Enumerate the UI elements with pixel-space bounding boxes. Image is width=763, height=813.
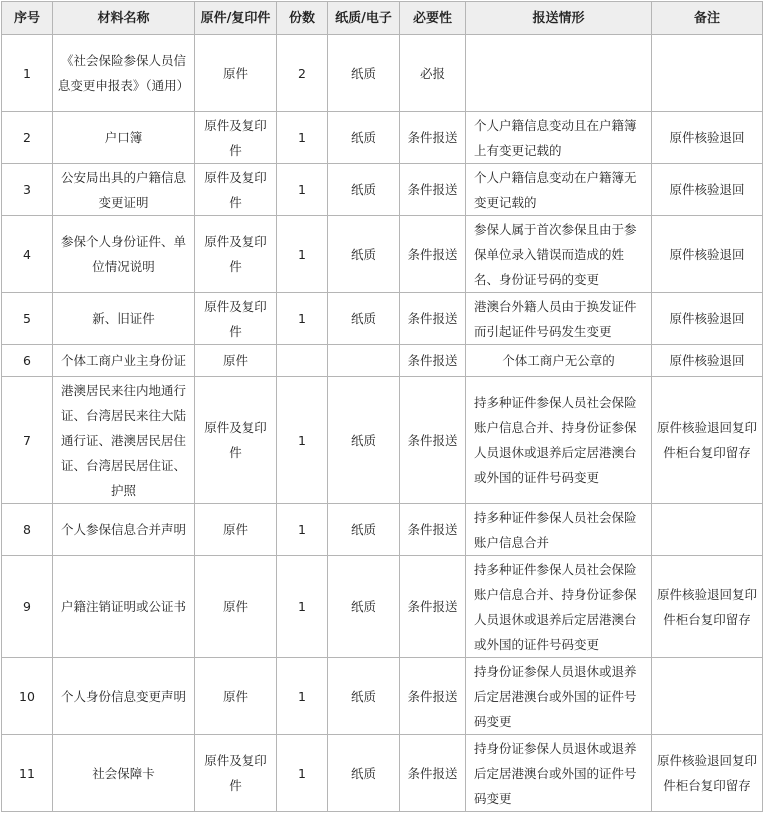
cell-name: 社会保障卡 bbox=[53, 735, 195, 812]
cell-necessity: 条件报送 bbox=[400, 556, 466, 658]
cell-situation bbox=[466, 35, 652, 112]
header-name: 材料名称 bbox=[53, 2, 195, 35]
cell-name: 新、旧证件 bbox=[53, 293, 195, 345]
table-body bbox=[2, 35, 763, 812]
header-necessity: 必要性 bbox=[400, 2, 466, 35]
cell-name: 个人身份信息变更声明 bbox=[53, 658, 195, 735]
table-header bbox=[2, 2, 763, 35]
cell-medium: 纸质 bbox=[328, 377, 400, 504]
table-row bbox=[2, 216, 763, 293]
cell-copy: 原件及复印件 bbox=[195, 164, 277, 216]
cell-medium: 纸质 bbox=[328, 293, 400, 345]
cell-situation: 持多种证件参保人员社会保险账户信息合并、持身份证参保人员退休或退养后定居港澳台或外国的证件号码变更 bbox=[466, 377, 652, 504]
cell-copy: 原件 bbox=[195, 556, 277, 658]
cell-no: 8 bbox=[2, 504, 53, 556]
cell-remark: 原件核验退回 bbox=[652, 216, 763, 293]
cell-necessity: 条件报送 bbox=[400, 164, 466, 216]
header-remark: 备注 bbox=[652, 2, 763, 35]
cell-copy: 原件及复印件 bbox=[195, 293, 277, 345]
cell-copy: 原件及复印件 bbox=[195, 216, 277, 293]
cell-situation: 持多种证件参保人员社会保险账户信息合并 bbox=[466, 504, 652, 556]
table-row bbox=[2, 345, 763, 377]
cell-count: 1 bbox=[277, 377, 328, 504]
cell-situation: 港澳台外籍人员由于换发证件而引起证件号码发生变更 bbox=[466, 293, 652, 345]
header-row bbox=[2, 2, 763, 35]
cell-necessity: 条件报送 bbox=[400, 112, 466, 164]
cell-no: 4 bbox=[2, 216, 53, 293]
cell-remark: 原件核验退回 bbox=[652, 112, 763, 164]
cell-name: 户口簿 bbox=[53, 112, 195, 164]
cell-no: 3 bbox=[2, 164, 53, 216]
cell-necessity: 条件报送 bbox=[400, 216, 466, 293]
cell-no: 11 bbox=[2, 735, 53, 812]
cell-necessity: 条件报送 bbox=[400, 658, 466, 735]
cell-remark: 原件核验退回 bbox=[652, 345, 763, 377]
cell-medium: 纸质 bbox=[328, 112, 400, 164]
cell-remark: 原件核验退回复印件柜台复印留存 bbox=[652, 377, 763, 504]
cell-count: 1 bbox=[277, 556, 328, 658]
cell-medium: 纸质 bbox=[328, 504, 400, 556]
cell-name: 《社会保险参保人员信息变更申报表》（通用） bbox=[53, 35, 195, 112]
cell-medium: 纸质 bbox=[328, 556, 400, 658]
cell-situation: 参保人属于首次参保且由于参保单位录入错误而造成的姓名、身份证号码的变更 bbox=[466, 216, 652, 293]
cell-name: 户籍注销证明或公证书 bbox=[53, 556, 195, 658]
cell-count: 1 bbox=[277, 112, 328, 164]
cell-situation: 个人户籍信息变动在户籍簿无变更记载的 bbox=[466, 164, 652, 216]
cell-situation: 持身份证参保人员退休或退养后定居港澳台或外国的证件号码变更 bbox=[466, 658, 652, 735]
cell-medium: 纸质 bbox=[328, 658, 400, 735]
header-medium: 纸质/电子 bbox=[328, 2, 400, 35]
cell-copy: 原件及复印件 bbox=[195, 377, 277, 504]
table-row bbox=[2, 377, 763, 504]
cell-no: 7 bbox=[2, 377, 53, 504]
cell-necessity: 条件报送 bbox=[400, 345, 466, 377]
cell-copy: 原件 bbox=[195, 345, 277, 377]
cell-necessity: 条件报送 bbox=[400, 735, 466, 812]
cell-count: 1 bbox=[277, 216, 328, 293]
cell-count bbox=[277, 345, 328, 377]
cell-no: 2 bbox=[2, 112, 53, 164]
cell-no: 9 bbox=[2, 556, 53, 658]
cell-situation: 个体工商户无公章的 bbox=[466, 345, 652, 377]
cell-count: 1 bbox=[277, 735, 328, 812]
cell-remark: 原件核验退回复印件柜台复印留存 bbox=[652, 735, 763, 812]
header-copy: 原件/复印件 bbox=[195, 2, 277, 35]
cell-name: 参保个人身份证件、单位情况说明 bbox=[53, 216, 195, 293]
cell-medium bbox=[328, 345, 400, 377]
cell-name: 公安局出具的户籍信息变更证明 bbox=[53, 164, 195, 216]
cell-copy: 原件 bbox=[195, 504, 277, 556]
materials-table bbox=[1, 1, 763, 812]
table-row bbox=[2, 735, 763, 812]
header-situation: 报送情形 bbox=[466, 2, 652, 35]
cell-count: 1 bbox=[277, 504, 328, 556]
table-row bbox=[2, 35, 763, 112]
cell-copy: 原件 bbox=[195, 35, 277, 112]
cell-count: 1 bbox=[277, 658, 328, 735]
cell-situation: 个人户籍信息变动且在户籍簿上有变更记载的 bbox=[466, 112, 652, 164]
header-count: 份数 bbox=[277, 2, 328, 35]
cell-copy: 原件 bbox=[195, 658, 277, 735]
cell-necessity: 必报 bbox=[400, 35, 466, 112]
cell-situation: 持身份证参保人员退休或退养后定居港澳台或外国的证件号码变更 bbox=[466, 735, 652, 812]
cell-necessity: 条件报送 bbox=[400, 504, 466, 556]
table-row bbox=[2, 112, 763, 164]
cell-name: 港澳居民来往内地通行证、台湾居民来往大陆通行证、港澳居民居住证、台湾居民居住证、护照 bbox=[53, 377, 195, 504]
table-row bbox=[2, 293, 763, 345]
cell-remark: 原件核验退回 bbox=[652, 293, 763, 345]
cell-remark bbox=[652, 35, 763, 112]
cell-medium: 纸质 bbox=[328, 164, 400, 216]
cell-count: 2 bbox=[277, 35, 328, 112]
cell-count: 1 bbox=[277, 164, 328, 216]
cell-situation: 持多种证件参保人员社会保险账户信息合并、持身份证参保人员退休或退养后定居港澳台或外国的证件号码变更 bbox=[466, 556, 652, 658]
cell-remark: 原件核验退回复印件柜台复印留存 bbox=[652, 556, 763, 658]
table-row bbox=[2, 658, 763, 735]
cell-count: 1 bbox=[277, 293, 328, 345]
cell-copy: 原件及复印件 bbox=[195, 112, 277, 164]
header-no: 序号 bbox=[2, 2, 53, 35]
cell-no: 5 bbox=[2, 293, 53, 345]
cell-copy: 原件及复印件 bbox=[195, 735, 277, 812]
table-row bbox=[2, 556, 763, 658]
cell-name: 个人参保信息合并声明 bbox=[53, 504, 195, 556]
cell-necessity: 条件报送 bbox=[400, 293, 466, 345]
cell-no: 10 bbox=[2, 658, 53, 735]
cell-medium: 纸质 bbox=[328, 35, 400, 112]
cell-remark bbox=[652, 658, 763, 735]
cell-no: 1 bbox=[2, 35, 53, 112]
table-row bbox=[2, 164, 763, 216]
cell-remark: 原件核验退回 bbox=[652, 164, 763, 216]
cell-medium: 纸质 bbox=[328, 735, 400, 812]
cell-necessity: 条件报送 bbox=[400, 377, 466, 504]
cell-no: 6 bbox=[2, 345, 53, 377]
cell-remark bbox=[652, 504, 763, 556]
cell-medium: 纸质 bbox=[328, 216, 400, 293]
table-row bbox=[2, 504, 763, 556]
cell-name: 个体工商户业主身份证 bbox=[53, 345, 195, 377]
